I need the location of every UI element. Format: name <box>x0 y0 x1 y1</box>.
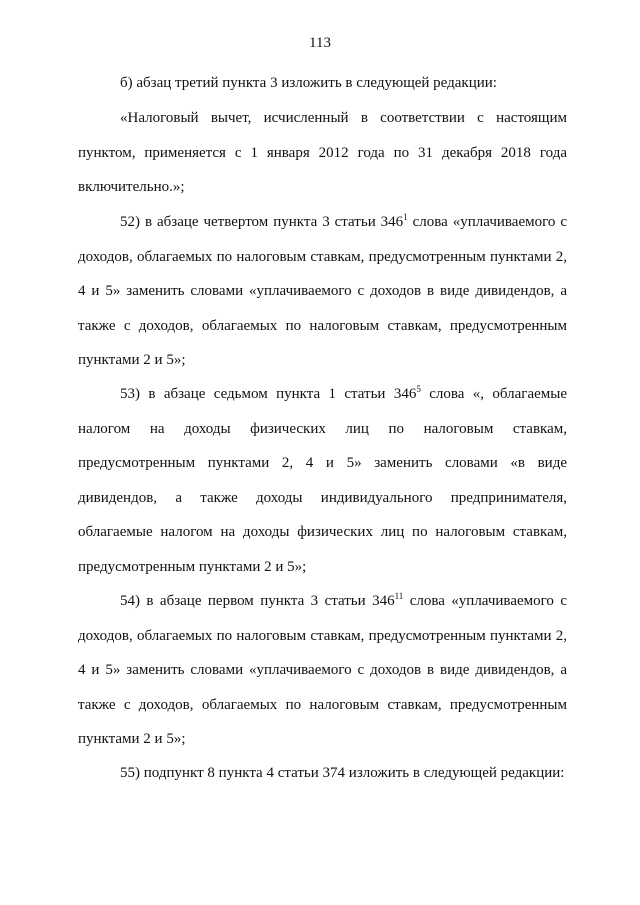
paragraph-52-rest: слова «уплачиваемого с доходов, облагаемых по налоговым ставкам, предусмотренным пунктами 2, 4 и 5» заменить словами «уплачиваемого с доходов в виде дивидендов, а также с доходов, облагаемых по налоговым ставкам, предусмотренным пунктами 2 и 5»; <box>78 214 567 368</box>
paragraph-53-start: 53) в абзаце седьмом пункта 1 статьи 346 <box>120 386 417 402</box>
paragraph-53-superscript: 5 <box>416 384 421 394</box>
paragraph-quote: «Налоговый вычет, исчисленный в соответствии с настоящим пунктом, применяется с 1 января 2012 года по 31 декабря 2018 года включительно.»; <box>78 110 567 195</box>
paragraph-52-superscript: 1 <box>403 212 408 222</box>
paragraph-54 <box>78 584 567 757</box>
paragraph-54-rest: слова «уплачиваемого с доходов, облагаемых по налоговым ставкам, предусмотренным пунктами 2, 4 и 5» заменить словами «уплачиваемого с доходов в виде дивидендов, а также с доходов, облагаемых по налоговым ставкам, предусмотренным пунктами 2 и 5»; <box>78 593 567 747</box>
paragraph-54-start: 54) в абзаце первом пункта 3 статьи 346 <box>120 593 395 609</box>
paragraph-53-rest: слова «, облагаемые налогом на доходы физических лиц по налоговым ставкам, предусмотренным пунктами 2, 4 и 5» заменить словами «в виде дивидендов, а также доходы индивидуального предпринимателя, облагаемые налогом на доходы физических лиц по налоговым ставкам, предусмотренным пунктами 2 и 5»; <box>78 386 567 575</box>
page-number: 113 <box>309 35 331 51</box>
paragraph-55: 55) подпункт 8 пункта 4 статьи 374 изложить в следующей редакции: <box>120 765 565 781</box>
paragraph-52-start: 52) в абзаце четвертом пункта 3 статьи 346 <box>120 214 404 230</box>
paragraph-54-superscript: 11 <box>394 591 404 601</box>
paragraph-52 <box>78 205 567 378</box>
paragraph-b: б) абзац третий пункта 3 изложить в следующей редакции: <box>120 75 497 91</box>
paragraph-53 <box>78 377 567 584</box>
